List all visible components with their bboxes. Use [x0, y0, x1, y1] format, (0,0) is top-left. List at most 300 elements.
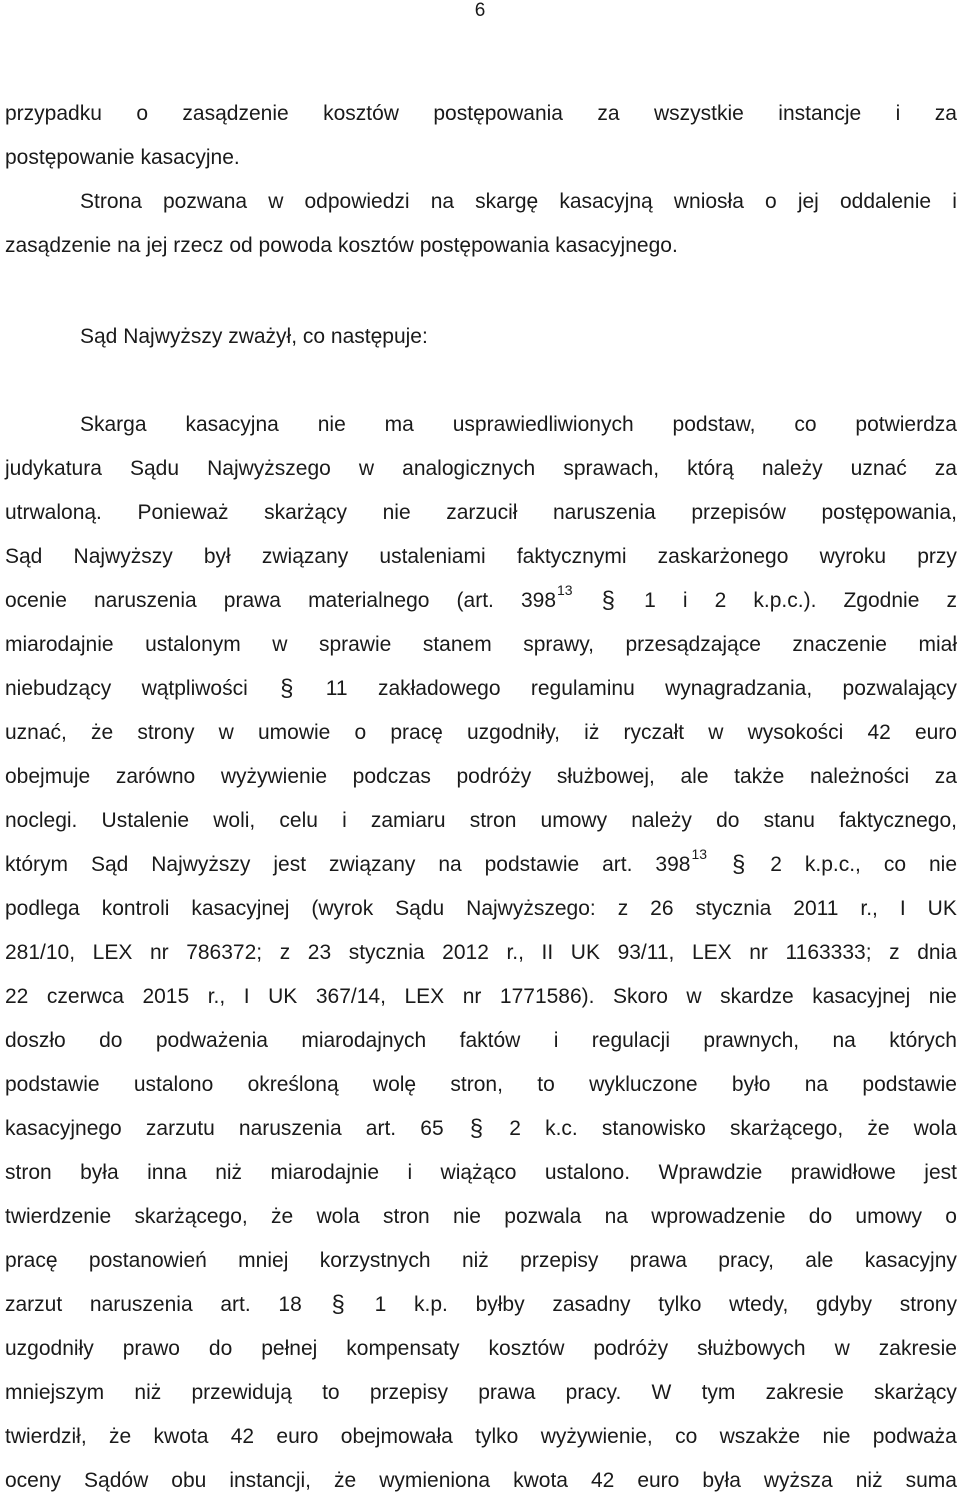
word: 11	[325, 677, 348, 700]
word: doszło	[5, 1029, 66, 1052]
text-line	[5, 491, 957, 535]
word: za	[934, 457, 957, 480]
text-line	[5, 1195, 957, 1239]
word: od	[229, 234, 253, 257]
word: wolę	[372, 1073, 417, 1096]
word: kasacyjną	[559, 190, 653, 213]
word: uzgodniły,	[467, 721, 561, 744]
page-number: 6	[474, 0, 486, 21]
word: naruszenia	[553, 501, 656, 524]
word: Skoro	[613, 985, 668, 1008]
word: stron,	[450, 1073, 503, 1096]
word: było	[731, 1073, 771, 1096]
text-line	[5, 224, 957, 268]
text-line	[5, 755, 957, 799]
word: w	[218, 721, 234, 744]
word: r.,	[207, 985, 226, 1008]
word: $398^{13}$	[655, 846, 708, 876]
text-line	[5, 1327, 957, 1371]
word: prawa	[629, 1249, 687, 1272]
word: rzecz	[173, 234, 224, 257]
text-line	[5, 180, 957, 224]
paragraph-sign: §	[731, 851, 746, 878]
word: postępowanie	[5, 146, 135, 169]
word: sprawie	[318, 633, 392, 656]
word: skarżący	[874, 1381, 957, 1404]
word: dnia	[917, 941, 957, 964]
word: wszystkie	[654, 102, 744, 125]
paragraph-sign: §	[280, 675, 294, 702]
word: Najwyższy	[73, 545, 173, 568]
word: do	[208, 1337, 233, 1360]
word: ustalono	[133, 1073, 214, 1096]
word: nie	[382, 501, 411, 524]
word: Najwyższego:	[466, 897, 596, 920]
word: pozwana	[163, 190, 248, 213]
word: zasądzenie	[182, 102, 289, 125]
word: wynagradzania,	[665, 677, 813, 700]
word: z	[279, 941, 291, 964]
word: niebudzący	[5, 677, 112, 700]
word: jej	[146, 234, 168, 257]
word: pozwala	[504, 1205, 582, 1228]
word: Sąd	[5, 545, 43, 568]
word: Sąd	[90, 853, 129, 876]
word: postępowania	[433, 102, 563, 125]
word: wszakże	[719, 1425, 801, 1448]
word: umowy	[540, 809, 608, 832]
text-line	[5, 1371, 957, 1415]
word: podstawie	[484, 853, 580, 876]
word: niż	[215, 1161, 243, 1184]
word: strony	[899, 1293, 957, 1316]
word: 1	[644, 589, 656, 612]
word: mniej	[238, 1249, 289, 1272]
word: 2	[509, 1117, 521, 1140]
text-line	[5, 1239, 957, 1283]
word: kwota	[153, 1425, 209, 1448]
word: Ustalenie	[101, 809, 190, 832]
word: wyższa	[763, 1469, 833, 1492]
word: oddalenie	[839, 190, 932, 213]
word: nr	[749, 941, 768, 964]
word: obejmuje	[5, 765, 91, 788]
word: r.,	[506, 941, 524, 964]
word: prawo	[122, 1337, 180, 1360]
word: wprowadzenie	[651, 1205, 786, 1228]
word: Najwyższego	[207, 457, 331, 480]
word: naruszenia	[93, 589, 197, 612]
word: służbowych	[697, 1337, 806, 1360]
word: postanowień	[88, 1249, 207, 1272]
word: UK	[927, 897, 957, 920]
word: (art.	[456, 589, 494, 612]
word: podstawie	[862, 1073, 957, 1096]
word: na	[438, 853, 462, 876]
word: mniejszym	[5, 1381, 105, 1404]
word: do	[808, 1205, 833, 1228]
text-line	[5, 799, 957, 843]
word: Najwyższy	[151, 853, 251, 876]
word: nie	[317, 413, 346, 436]
text-line	[5, 1063, 957, 1107]
word: stron	[469, 809, 517, 832]
word: podlega	[5, 897, 80, 920]
word: zarzutu	[145, 1117, 215, 1140]
word: wtedy,	[729, 1293, 789, 1316]
word: byłby	[475, 1293, 525, 1316]
word: jest	[273, 853, 307, 876]
word: kasacyjne.	[140, 146, 240, 169]
word: 1	[374, 1293, 387, 1316]
word: podróży	[456, 765, 532, 788]
word: Sądu	[395, 897, 445, 920]
word: kompensaty	[346, 1337, 460, 1360]
word: LEX	[404, 985, 445, 1008]
word: z	[889, 941, 900, 964]
word: kasacyjnego	[5, 1117, 122, 1140]
word: tylko	[475, 1425, 519, 1448]
word: ustaleniami	[379, 545, 486, 568]
word: 18	[278, 1293, 302, 1316]
word: gdyby	[816, 1293, 873, 1316]
word: tym	[701, 1381, 736, 1404]
word: nr	[149, 941, 169, 964]
word: LEX	[691, 941, 732, 964]
paragraph-block-1	[5, 92, 957, 268]
word: skarżący	[264, 501, 347, 524]
word: 42	[590, 1469, 615, 1492]
word: prawnych,	[703, 1029, 800, 1052]
word: twierdzenie	[5, 1205, 112, 1228]
section-heading: Sąd Najwyższy zważył, co następuje:	[80, 325, 428, 348]
word: miarodajnych	[301, 1029, 427, 1052]
word: w	[358, 457, 375, 480]
word: to	[322, 1381, 340, 1404]
word: ale	[805, 1249, 834, 1272]
word: 1163333;	[785, 941, 872, 964]
word: podstaw,	[672, 413, 756, 436]
word: I	[899, 897, 906, 920]
word: do	[716, 809, 740, 832]
word: kosztów	[323, 102, 399, 125]
word: zakładowego	[377, 677, 501, 700]
word: $398^{13}$	[520, 582, 573, 612]
word: umowy	[855, 1205, 922, 1228]
text-line	[5, 887, 957, 931]
word: Ponieważ	[137, 501, 229, 524]
text-line	[5, 1415, 957, 1459]
text-line	[5, 579, 957, 623]
word: którym	[5, 853, 68, 876]
word: podważenia	[155, 1029, 268, 1052]
text-line	[5, 1019, 957, 1063]
paragraph-block-2	[5, 403, 957, 1503]
word: czerwca	[46, 985, 124, 1008]
word: inna	[147, 1161, 187, 1184]
word: był	[203, 545, 231, 568]
word: zamiaru	[370, 809, 446, 832]
text-line	[5, 975, 957, 1019]
word: k.p.c.).	[753, 589, 817, 612]
word: i	[895, 102, 901, 125]
word: na	[117, 234, 141, 257]
word: 2	[770, 853, 782, 876]
word: r.,	[860, 897, 878, 920]
word: powoda	[258, 234, 333, 257]
text-line	[5, 711, 957, 755]
word: skarżącego,	[134, 1205, 248, 1228]
word: stanem	[422, 633, 492, 656]
word: związany	[329, 853, 416, 876]
word: w	[268, 190, 284, 213]
word: że	[271, 1205, 294, 1228]
word: niż	[134, 1381, 162, 1404]
word: jest	[924, 1161, 957, 1184]
word: 93/11,	[617, 941, 675, 964]
word: art.	[220, 1293, 251, 1316]
paragraph-sign: §	[469, 1115, 484, 1142]
word: przewidują	[191, 1381, 292, 1404]
word: pracy,	[718, 1249, 774, 1272]
word: że	[109, 1425, 132, 1448]
word: kosztów	[337, 234, 414, 257]
word: nr	[462, 985, 482, 1008]
text-line	[5, 1283, 957, 1327]
word: Skarga	[80, 413, 147, 436]
word: służbowej,	[556, 765, 655, 788]
word: 65	[420, 1117, 444, 1140]
word: była	[80, 1161, 119, 1184]
word: i	[553, 1029, 559, 1052]
word: materialnego	[308, 589, 430, 612]
word: kwota	[513, 1469, 568, 1492]
word: zakresie	[765, 1381, 844, 1404]
word: podczas	[352, 765, 431, 788]
word: umowie	[257, 721, 331, 744]
word: sprawy,	[523, 633, 594, 656]
word: oceny	[5, 1469, 62, 1492]
word: w	[272, 633, 288, 656]
word: strony	[137, 721, 195, 744]
word: kasacyjnego.	[555, 234, 678, 257]
word: na	[804, 1073, 829, 1096]
word: k.p.c.,	[804, 853, 861, 876]
text-line	[5, 403, 957, 447]
word: w	[834, 1337, 850, 1360]
word: I	[243, 985, 250, 1008]
word: Wprawdzie	[658, 1161, 763, 1184]
word: postępowania,	[821, 501, 957, 524]
word: stron	[5, 1161, 52, 1184]
word: uznać	[850, 457, 907, 480]
word: przepisy	[520, 1249, 599, 1272]
word: wymieniona	[379, 1469, 491, 1492]
word: ustalono.	[544, 1161, 631, 1184]
word: uzgodniły	[5, 1337, 94, 1360]
word: stycznia	[695, 897, 772, 920]
word: przy	[917, 545, 957, 568]
word: skarżącego,	[729, 1117, 844, 1140]
word: o	[945, 1205, 957, 1228]
word: 2015	[142, 985, 190, 1008]
word: Strona	[80, 190, 142, 213]
word: Sądów	[84, 1469, 149, 1492]
word: suma	[905, 1469, 957, 1492]
text-line	[5, 667, 957, 711]
word: 42	[230, 1425, 255, 1448]
word: miał	[918, 633, 957, 656]
word: kasacyjnej	[812, 985, 911, 1008]
word: Sądu	[129, 457, 180, 480]
text-line	[5, 623, 957, 667]
word: instancje	[778, 102, 862, 125]
word: to	[537, 1073, 555, 1096]
word: iż	[584, 721, 600, 744]
word: faktycznego,	[839, 809, 957, 832]
word: 2012	[442, 941, 489, 964]
word: skargę	[475, 190, 539, 213]
text-line	[5, 1459, 957, 1503]
word: niż	[461, 1249, 489, 1272]
word: ale	[680, 765, 709, 788]
word: wyżywienie,	[540, 1425, 653, 1448]
word: wiążąco	[440, 1161, 517, 1184]
word: zasadny	[552, 1293, 631, 1316]
paragraph-sign: §	[331, 1291, 345, 1318]
word: naruszenia	[238, 1117, 342, 1140]
word: stanowisko	[601, 1117, 706, 1140]
text-line	[5, 447, 957, 491]
word: ryczałt	[623, 721, 685, 744]
word: W	[651, 1381, 672, 1404]
word: 23	[307, 941, 332, 964]
word: zarzucił	[446, 501, 518, 524]
word: pracę	[390, 721, 443, 744]
word: prawidłowe	[790, 1161, 896, 1184]
word: woli,	[213, 809, 256, 832]
word: uznać,	[5, 721, 67, 744]
word: naruszenia	[89, 1293, 193, 1316]
word: korzystnych	[319, 1249, 431, 1272]
word: podważa	[872, 1425, 957, 1448]
word: twierdził,	[5, 1425, 87, 1448]
word: co	[675, 1425, 698, 1448]
word: pełnej	[261, 1337, 318, 1360]
text-line	[5, 136, 957, 180]
word: na	[430, 190, 455, 213]
word: wykluczone	[589, 1073, 698, 1096]
word: związany	[261, 545, 349, 568]
word: wyroku	[819, 545, 887, 568]
word: kontroli	[101, 897, 170, 920]
word: zarówno	[115, 765, 196, 788]
word: do	[99, 1029, 123, 1052]
word: k.c.	[545, 1117, 578, 1140]
text-line	[5, 535, 957, 579]
word: należności	[809, 765, 910, 788]
word: nie	[928, 853, 957, 876]
word: 1771586).	[499, 985, 595, 1008]
word: na	[604, 1205, 628, 1228]
word: instancji,	[229, 1469, 312, 1492]
word: zarzut	[5, 1293, 63, 1316]
word: że	[867, 1117, 890, 1140]
word: regulacji	[591, 1029, 670, 1052]
word: znaczenie	[792, 633, 887, 656]
word: nie	[822, 1425, 851, 1448]
word: wola	[913, 1117, 957, 1140]
text-line	[5, 1151, 957, 1195]
word: nie	[928, 985, 957, 1008]
word: 2011	[793, 897, 839, 920]
word: kasacyjnej	[191, 897, 290, 920]
word: miarodajnie	[5, 633, 114, 656]
word: za	[597, 102, 620, 125]
word: i	[342, 809, 347, 832]
superscript: 13	[691, 846, 708, 862]
word: przepisy	[369, 1381, 449, 1404]
word: którą	[687, 457, 734, 480]
word: także	[734, 765, 785, 788]
word: utrwaloną.	[5, 501, 102, 524]
word: co	[794, 413, 817, 436]
word: co	[883, 853, 907, 876]
word: postępowania	[419, 234, 550, 257]
word: podróży	[593, 1337, 669, 1360]
word: euro	[276, 1425, 319, 1448]
word: Zgodnie	[843, 589, 920, 612]
word: regulaminu	[530, 677, 635, 700]
word: pracy.	[565, 1381, 622, 1404]
word: faktów	[459, 1029, 521, 1052]
word: obejmowała	[340, 1425, 453, 1448]
word: prawa	[478, 1381, 536, 1404]
word: 281/10,	[5, 941, 76, 964]
word: ustalonym	[145, 633, 241, 656]
word: ma	[384, 413, 414, 436]
word: stycznia	[348, 941, 425, 964]
word: euro	[637, 1469, 680, 1492]
word: (wyrok	[311, 897, 374, 920]
text-line	[5, 843, 957, 887]
word: usprawiedliwionych	[452, 413, 634, 436]
word: z	[617, 897, 629, 920]
word: przesądzające	[625, 633, 761, 656]
word: niż	[855, 1469, 883, 1492]
word: UK	[268, 985, 298, 1008]
word: w	[708, 721, 724, 744]
word: należy	[631, 809, 692, 832]
word: UK	[570, 941, 600, 964]
word: 2	[714, 589, 727, 612]
text-line	[5, 1107, 957, 1151]
word: o	[136, 102, 148, 125]
word: 367/14,	[315, 985, 386, 1008]
word: jej	[797, 190, 819, 213]
word: podstawie	[5, 1073, 100, 1096]
word: pracę	[5, 1249, 58, 1272]
word: skardze	[720, 985, 794, 1008]
word: wniosła	[673, 190, 744, 213]
text-line	[5, 92, 957, 136]
word: wyżywienie	[220, 765, 328, 788]
word: art.	[365, 1117, 397, 1140]
word: nie	[452, 1205, 481, 1228]
word: odpowiedzi	[304, 190, 410, 213]
word: określoną	[247, 1073, 339, 1096]
word: zasądzenie	[5, 234, 112, 257]
